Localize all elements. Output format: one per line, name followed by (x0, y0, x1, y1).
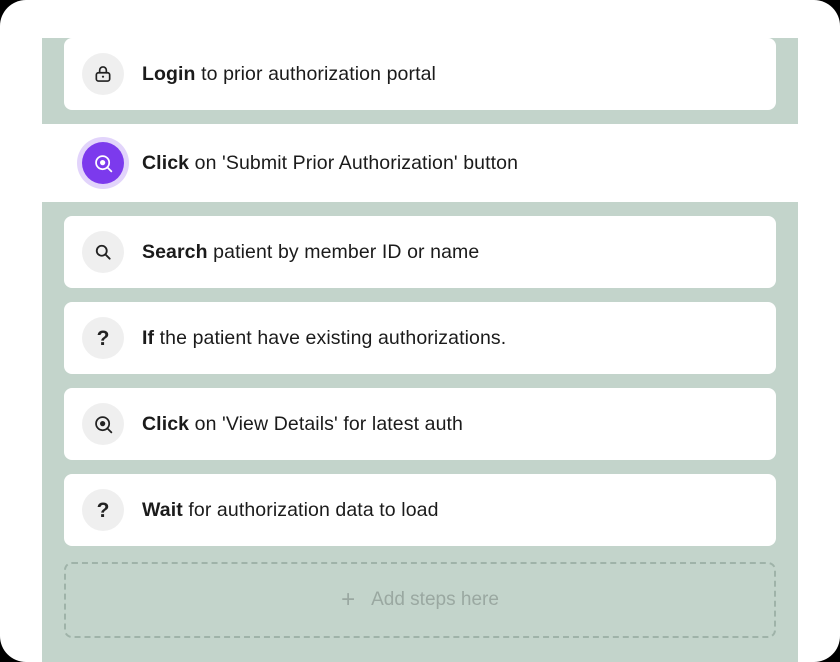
search-icon (82, 231, 124, 273)
workflow-step[interactable] (64, 474, 776, 546)
add-steps-dropzone[interactable] (64, 562, 776, 638)
click-target-icon (82, 142, 124, 184)
workflow-step-list (42, 38, 798, 638)
plus-icon: + (341, 586, 356, 613)
workflow-board (42, 38, 798, 662)
workflow-step[interactable] (42, 124, 798, 202)
step-description: for authorization data to load (182, 498, 439, 521)
step-action-keyword: Search (142, 240, 208, 263)
click-target-icon (82, 403, 124, 445)
step-action-keyword: If (142, 326, 155, 349)
workflow-step[interactable] (64, 216, 776, 288)
workflow-step[interactable] (64, 388, 776, 460)
lock-icon (82, 53, 124, 95)
step-action-keyword: Login (142, 62, 196, 85)
add-steps-label: Add steps here (371, 589, 499, 610)
step-label (142, 499, 439, 522)
step-label (142, 63, 436, 86)
step-description: on 'View Details' for latest auth (189, 412, 463, 435)
step-action-keyword: Click (142, 412, 190, 435)
step-action-keyword: Wait (142, 498, 183, 521)
step-gap (42, 460, 798, 474)
step-label (142, 152, 518, 175)
step-action-keyword: Click (142, 151, 190, 174)
step-gap (42, 202, 798, 216)
step-gap (42, 288, 798, 302)
step-gap (42, 374, 798, 388)
step-description: to prior authorization portal (195, 62, 436, 85)
question-mark-icon: ? (82, 489, 124, 531)
question-mark-icon: ? (82, 317, 124, 359)
workflow-step[interactable] (64, 38, 776, 110)
step-label (142, 327, 506, 350)
step-label (142, 241, 479, 264)
step-description: patient by member ID or name (207, 240, 480, 263)
step-description: on 'Submit Prior Authorization' button (189, 151, 519, 174)
step-gap (42, 110, 798, 124)
step-description: the patient have existing authorizations. (154, 326, 507, 349)
workflow-step[interactable] (64, 302, 776, 374)
step-label (142, 413, 463, 436)
